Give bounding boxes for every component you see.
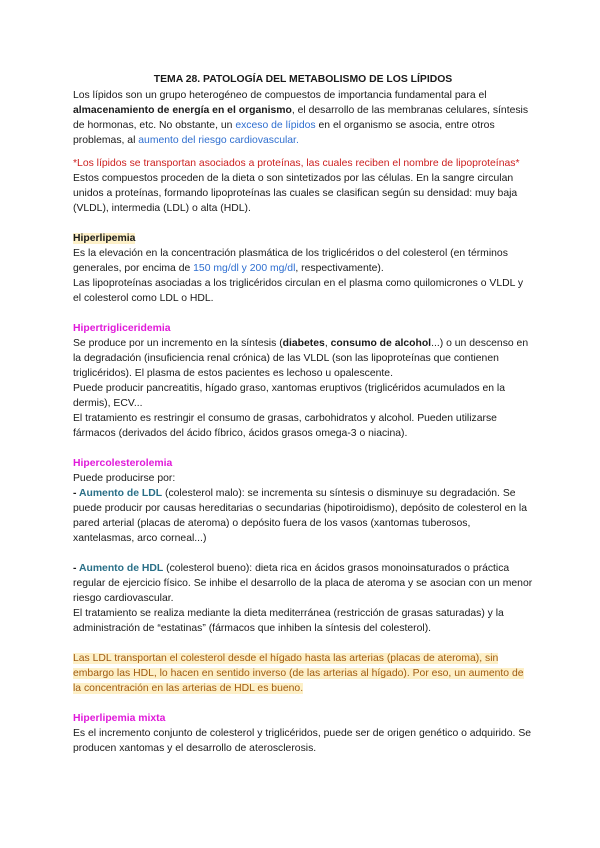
hdl-label: Aumento de HDL (78, 563, 164, 574)
hiperlipemia-text: Es la elevación en la concentración plasmática de los triglicéridos o del colesterol (en términos generales, por encima de (73, 248, 508, 274)
hiperlipemia-mixta-heading: Hiperlipemia mixta (73, 713, 166, 724)
hipertrigliceridemia-paragraph (73, 336, 533, 381)
hiperlipemia-mixta-paragraph: Es el incremento conjunto de colesterol y triglicéridos, puede ser de origen genético o adquirido. Se producen xantomas y el desarrollo de aterosclerosis. (73, 728, 532, 754)
intro-paragraph (73, 88, 533, 148)
transport-text: Estos compuestos proceden de la dieta o son sintetizados por las células. En la sangre circulan unidos a proteínas, formando lipoproteínas las cuales se clasifican según su densidad: muy baja (VLDL), intermedia (LDL) o alta (HDL). (73, 173, 518, 214)
hdl-paragraph (73, 561, 533, 606)
hipertrig-text-2: , (324, 338, 331, 349)
intro-link-risk: aumento del riesgo cardiovascular. (138, 135, 299, 146)
hipertrig-text: Se produce por un incremento en la síntesis ( (73, 338, 283, 349)
hipertrig-text-3: ...) o un descenso en la degradación (insuficiencia renal crónica) de las VLDL (son las lipoproteínas que contienen triglicéridos). El plasma de estos pacientes es lechoso u opalescente. (73, 338, 529, 379)
ldl-paragraph (73, 486, 533, 546)
hipercolesterolemia-intro: Puede producirse por: (73, 473, 176, 484)
intro-text-3: en el organismo se asocia, entre otros problemas, al (73, 120, 495, 146)
ldl-label: Aumento de LDL (78, 488, 163, 499)
hiperlipemia-paragraph-2: Las lipoproteínas asociadas a los triglicéridos circulan en el plasma como quilomicrones o VLDL y el colesterol como LDL o HDL. (73, 278, 524, 304)
hipertrigliceridemia-heading: Hipertrigliceridemia (73, 323, 171, 334)
hiperlipemia-paragraph (73, 246, 533, 276)
hipercolesterolemia-heading: Hipercolesterolemia (73, 458, 173, 469)
hdl-text: (colesterol bueno): dieta rica en ácidos grasos monoinsaturados o práctica regular de ejercicio físico. Se inhibe el desarrollo de la placa de ateroma y se asocian con un menor riesgo cardiovascular. (73, 563, 533, 604)
highlight-note (73, 651, 533, 696)
intro-text-2: , el desarrollo de las membranas celulares, síntesis de hormonas, etc. No obstante, un (73, 105, 529, 131)
intro-bold-energy: almacenamiento de energía en el organismo (73, 105, 292, 116)
hipercolesterolemia-treatment: El tratamiento se realiza mediante la dieta mediterránea (restricción de grasas saturadas) y la administración de “estatinas” (fármacos que inhiben la síntesis del colesterol). (73, 608, 504, 634)
hipertrig-bold-diabetes: diabetes (282, 338, 325, 349)
hipertrigliceridemia-paragraph-2: Puede producir pancreatitis, hígado graso, xantomas eruptivos (triglicéridos acumulados en la dermis), ECV... (73, 383, 506, 409)
hdl-dash: - (73, 563, 79, 574)
hiperlipemia-heading: Hiperlipemia (73, 233, 136, 244)
hiperlipemia-values: 150 mg/dl y 200 mg/dl (193, 263, 296, 274)
ldl-dash: - (73, 488, 79, 499)
section-heading-hiperlipemia (73, 231, 533, 246)
intro-text: Los lípidos son un grupo heterogéneo de compuestos de importancia fundamental para el (73, 90, 487, 101)
ldl-text: (colesterol malo): se incrementa su síntesis o disminuye su degradación. Se puede producir por causas hereditarias o secundarias (hipotiroidismo), depósito de colesterol en la pared arterial (placas de ateroma) o depósito fuera de los vasos (xantomas tuberosos, xantelasmas, arco corneal...) (73, 488, 527, 544)
hiperlipemia-text-2: , respectivamente). (295, 263, 384, 274)
intro-link-excess: exceso de lípidos (235, 120, 316, 131)
highlight-text: Las LDL transportan el colesterol desde el hígado hasta las arterias (placas de ateroma), sin embargo las HDL, lo hacen en sentido inverso (de las arterias al hígado). Por eso, un aumento de la concentración en las arterias de HDL es bueno. (73, 653, 524, 694)
transport-red-note: *Los lípidos se transportan asociados a proteínas, las cuales reciben el nombre de lipoproteínas* (73, 158, 520, 169)
page-title: TEMA 28. PATOLOGÍA DEL METABOLISMO DE LOS LÍPIDOS (153, 74, 453, 85)
document-body (73, 72, 533, 756)
hipertrigliceridemia-paragraph-3: El tratamiento es restringir el consumo de grasas, carbohidratos y alcohol. Pueden utilizarse fármacos (derivados del ácido fíbrico, ácidos grasos omega-3 o niacina). (73, 413, 497, 439)
hipertrig-bold-alcohol: consumo de alcohol (330, 338, 432, 349)
transport-paragraph (73, 156, 533, 216)
